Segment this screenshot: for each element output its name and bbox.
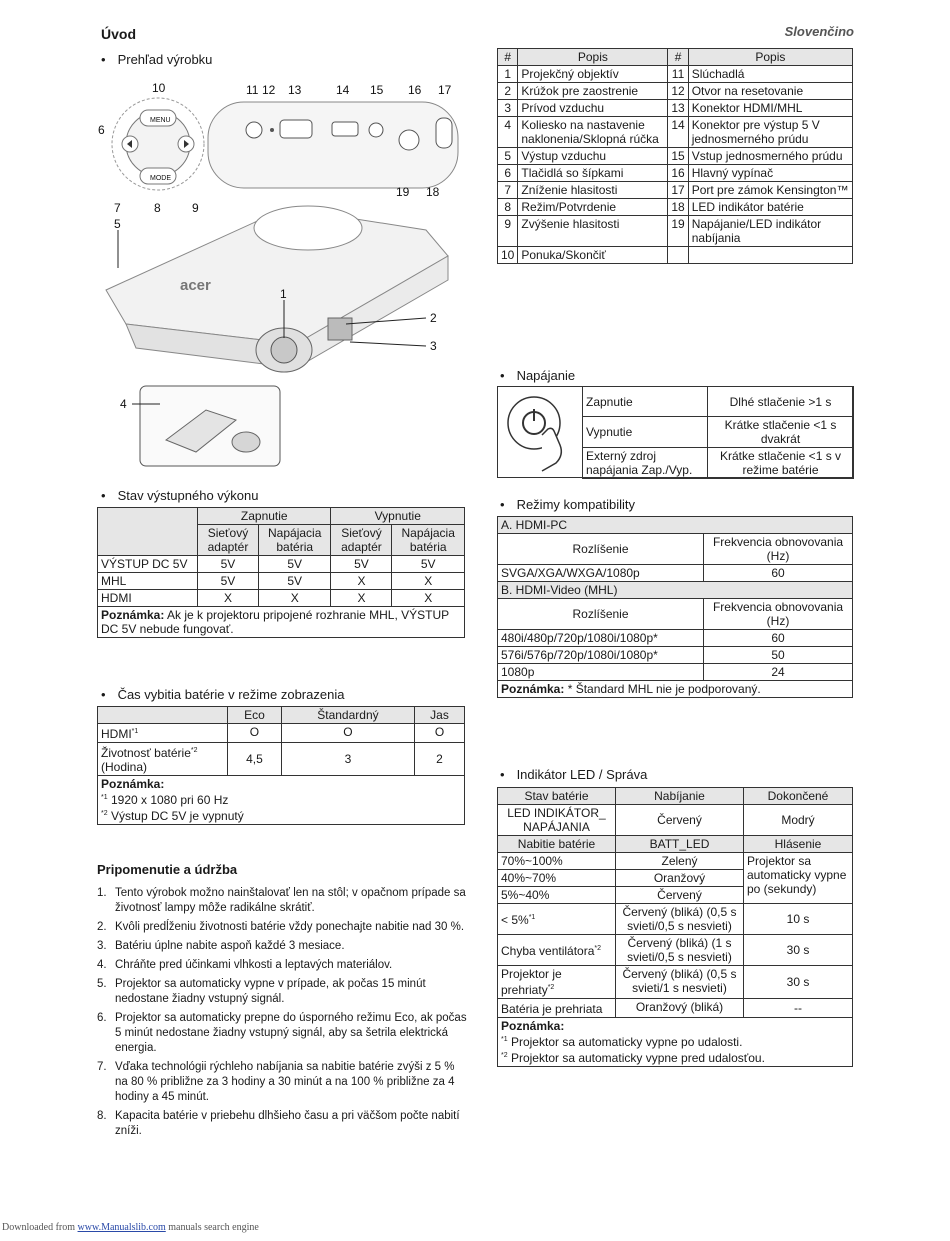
compat-table: A. HDMI-PC Rozlíšenie Frekvencia obnovovania (Hz) SVGA/XGA/WXGA/1080p 60 B. HDMI-Video (MHL) Rozlíšenie Frekvencia obnovovania (Hz) 480i/480p/720p/1080i/1080p* 60 576i/576p/720p/1080i/1080p* 50 1080p 24 Poznámka: * Štandard MHL nie je podporovaný. — [497, 516, 853, 698]
output-note: Poznámka: Ak je k projektoru pripojené rozhranie MHL, VÝSTUP DC 5V nebude fungovať. — [98, 607, 465, 638]
power-action: Vypnutie — [583, 417, 708, 448]
svg-text:5: 5 — [114, 217, 121, 231]
svg-text:17: 17 — [438, 83, 452, 97]
event-label: Projektor je prehriaty$^{*2}$ — [498, 966, 616, 999]
overview-heading: • Prehľad výrobku — [101, 52, 212, 67]
event-label: Batéria je prehriata — [498, 999, 616, 1018]
list-item: 3. Batériu úplne nabite aspoň každé 3 mesiace. — [97, 940, 345, 952]
table-cell: 18 — [668, 199, 688, 216]
table-cell: 1 — [498, 66, 518, 83]
table-cell: 15 — [668, 148, 688, 165]
svg-text:9: 9 — [192, 201, 199, 215]
row-hdmi: HDMI$^{*1}$ — [98, 724, 228, 743]
svg-text:13: 13 — [288, 83, 302, 97]
table-row — [98, 590, 465, 607]
list-item: 2. Kvôli predĺženiu životnosti batérie vždy ponechajte nabitie nad 30 %. — [97, 921, 465, 933]
table-cell: 11 — [668, 66, 688, 83]
list-item: 4. Chráňte pred účinkami vlhkosti a leptavých materiálov. — [97, 959, 393, 971]
resolution-cell: 576i/576p/720p/1080i/1080p* — [498, 647, 704, 664]
table-cell: Prívod vzduchu — [518, 100, 668, 117]
table-row — [498, 247, 853, 264]
maintenance-list — [97, 886, 469, 1143]
resolution-cell: SVGA/XGA/WXGA/1080p — [498, 565, 704, 582]
table-cell: Konektor pre výstup 5 V jednosmerného prúdu — [688, 117, 852, 148]
svg-text:4: 4 — [120, 397, 127, 411]
table-cell: 19 — [668, 216, 688, 247]
event-led: Oranžový (bliká) — [616, 999, 744, 1018]
list-item: 5. Projektor sa automaticky vypne v prípade, ak počas 15 minút nedostane žiadny vstupný signál. — [97, 978, 426, 1005]
table-cell: 5V — [198, 556, 259, 573]
svg-text:1: 1 — [280, 287, 287, 301]
page-title: Úvod — [101, 26, 136, 42]
output-status-table: Zapnutie Vypnutie Sieťový adaptér Napájacia batéria Sieťový adaptér Napájacia batéria VÝSTUP DC 5V 5V 5V 5V 5V MHL 5V 5V X X HDMI X X X X Poznámka: Ak je k projektoru pripojené rozhranie MHL, VÝSTUP DC 5V nebude fungovať. — [97, 507, 465, 638]
power-action: Externý zdroj napájania Zap./Vyp. — [583, 448, 708, 479]
row-battery-life: Životnosť batérie$^{*2}$ (Hodina) — [98, 743, 228, 776]
table-cell: Režim/Potvrdenie — [518, 199, 668, 216]
table-cell: 5V — [258, 556, 331, 573]
table-row — [583, 448, 854, 479]
battery-time-table: Eco Štandardný Jas HDMI$^{*1}$ O O O Životnosť batérie$^{*2}$ (Hodina) 4,5 3 2 Poznámka: $^{*1}$ 1920 x 1080 pri 60 Hz $^{*2}$ Výstup DC 5V je vypnutý — [97, 706, 465, 825]
table-cell: 9 — [498, 216, 518, 247]
auto-off-label: Projektor sa automaticky vypne po (sekundy) — [744, 853, 853, 904]
table-cell — [668, 247, 688, 264]
table-cell: 5V — [258, 573, 331, 590]
power-method: Krátke stlačenie <1 s dvakrát — [708, 417, 854, 448]
table-cell: Zníženie hlasitosti — [518, 182, 668, 199]
table-cell: Koliesko na nastavenie naklonenia/Sklopná rúčka — [518, 117, 668, 148]
power-method: Dlhé stlačenie >1 s — [708, 387, 854, 417]
table-row — [498, 664, 853, 681]
table-cell: Hlavný vypínač — [688, 165, 852, 182]
table-cell — [688, 247, 852, 264]
svg-text:19: 19 — [396, 185, 410, 199]
col-desc: Popis — [688, 49, 852, 66]
power-heading: • Napájanie — [500, 368, 575, 383]
table-cell: 5V — [392, 556, 465, 573]
event-label: < 5%$^{*1}$ — [498, 904, 616, 935]
table-cell: Krúžok pre zaostrenie — [518, 83, 668, 100]
table-cell: Tlačidlá so šípkami — [518, 165, 668, 182]
table-row — [498, 100, 853, 117]
col-num: # — [668, 49, 688, 66]
battery-time-heading: • Čas vybitia batérie v režime zobrazenia — [101, 687, 344, 702]
power-action: Zapnutie — [583, 387, 708, 417]
table-row — [498, 630, 853, 647]
svg-text:16: 16 — [408, 83, 422, 97]
table-cell: 13 — [668, 100, 688, 117]
table-cell: X — [331, 590, 392, 607]
table-cell: 2 — [498, 83, 518, 100]
table-cell: 6 — [498, 165, 518, 182]
power-button-icon — [504, 393, 580, 473]
keypad-inset — [112, 98, 204, 190]
event-led: Červený (bliká) (0,5 s svieti/1 s nesvieti) — [616, 966, 744, 999]
table-cell: Ponuka/Skončiť — [518, 247, 668, 264]
parts-table — [497, 48, 853, 264]
table-cell: X — [331, 573, 392, 590]
col-num: # — [498, 49, 518, 66]
event-time: -- — [744, 999, 853, 1018]
power-table — [582, 386, 854, 479]
section-a: A. HDMI-PC — [498, 517, 853, 534]
output-status-heading: • Stav výstupného výkonu — [101, 488, 258, 503]
table-row — [498, 165, 853, 182]
table-cell: Port pre zámok Kensington™ — [688, 182, 852, 199]
event-label: Chyba ventilátora$^{*2}$ — [498, 935, 616, 966]
table-row — [498, 66, 853, 83]
svg-text:7: 7 — [114, 201, 121, 215]
svg-text:acer: acer — [180, 277, 211, 294]
table-row — [498, 966, 853, 999]
table-row — [583, 387, 854, 417]
frequency-cell: 24 — [704, 664, 853, 681]
table-cell: Slúchadlá — [688, 66, 852, 83]
table-row — [498, 148, 853, 165]
svg-text:MODE: MODE — [150, 175, 171, 182]
frequency-cell: 50 — [704, 647, 853, 664]
table-cell: Konektor HDMI/MHL — [688, 100, 852, 117]
table-row — [498, 904, 853, 935]
table-cell: 16 — [668, 165, 688, 182]
list-item: 7. Vďaka technológii rýchleho nabíjania sa nabitie batérie zvýši z 5 % na 80 % približne za 3 hodiny a 30 minút a na 100 % približne za 4 hodiny a 45 minút. — [97, 1061, 455, 1103]
table-cell: LED indikátor batérie — [688, 199, 852, 216]
table-cell: 12 — [668, 83, 688, 100]
manualslib-link[interactable]: www.Manualslib.com — [77, 1222, 166, 1233]
table-cell: Projekčný objektív — [518, 66, 668, 83]
group-on: Zapnutie — [198, 508, 331, 525]
table-row — [498, 647, 853, 664]
svg-text:10: 10 — [152, 81, 166, 95]
table-row — [98, 556, 465, 573]
table-row — [98, 573, 465, 590]
table-cell: 3 — [498, 100, 518, 117]
resolution-cell: 480i/480p/720p/1080i/1080p* — [498, 630, 704, 647]
frequency-cell: 60 — [704, 565, 853, 582]
event-time: 10 s — [744, 904, 853, 935]
led-heading: • Indikátor LED / Správa — [500, 767, 647, 782]
table-row — [498, 117, 853, 148]
product-diagram — [96, 80, 468, 472]
compat-note: Poznámka: * Štandard MHL nie je podporovaný. — [498, 681, 853, 698]
table-cell: 14 — [668, 117, 688, 148]
table-row — [583, 417, 854, 448]
table-cell: MHL — [98, 573, 198, 590]
compat-heading: • Režimy kompatibility — [500, 497, 635, 512]
rear-panel-inset — [208, 102, 458, 188]
section-b: B. HDMI-Video (MHL) — [498, 582, 853, 599]
power-method: Krátke stlačenie <1 s v režime batérie — [708, 448, 854, 479]
resolution-cell: 1080p — [498, 664, 704, 681]
table-cell: X — [198, 590, 259, 607]
table-cell: 7 — [498, 182, 518, 199]
table-cell: X — [392, 590, 465, 607]
table-row — [498, 199, 853, 216]
led-table: Stav batérie Nabíjanie Dokončené LED INDIKÁTOR_ NAPÁJANIA Červený Modrý Nabitie batérie BATT_LED Hlásenie 70%~100% Zelený Projektor sa automaticky vypne po (sekundy) 40%~70% Oranžový 5%~40% Červený < 5%$^{*1}$ Červený (bliká) (0,5 s svieti/0,5 s nesvieti) 10 s Chyba ventilátora$^{*2}$ Červený (bliká) (1 s svieti/0,5 s nesvieti) 30 s Projektor je prehriaty$^{*2}$ Červený (bliká) (0,5 s svieti/1 s nesvieti) 30 s Batéria je prehriata Oranžový (bliká) -- Poznámka: $^{*1}$ Projektor sa automaticky vypne po udalosti. $^{*2}$ Projektor sa automaticky vypne pred udalosťou. — [497, 787, 853, 1067]
table-row — [498, 216, 853, 247]
table-cell: 5 — [498, 148, 518, 165]
svg-text:12: 12 — [262, 83, 276, 97]
power-box — [497, 386, 853, 478]
event-led: Červený (bliká) (1 s svieti/0,5 s nesvieti) — [616, 935, 744, 966]
table-row — [498, 565, 853, 582]
table-cell: Napájanie/LED indikátor nabíjania — [688, 216, 852, 247]
table-cell: 10 — [498, 247, 518, 264]
tilt-knob-inset — [140, 386, 280, 466]
table-cell: 5V — [198, 573, 259, 590]
table-cell: Otvor na resetovanie — [688, 83, 852, 100]
svg-text:18: 18 — [426, 185, 440, 199]
svg-text:2: 2 — [430, 311, 437, 325]
battery-note: Poznámka: $^{*1}$ 1920 x 1080 pri 60 Hz $^{*2}$ Výstup DC 5V je vypnutý — [98, 776, 465, 825]
group-off: Vypnutie — [331, 508, 465, 525]
footer: Downloaded from www.Manualslib.com manuals search engine — [2, 1222, 259, 1233]
col-desc: Popis — [518, 49, 668, 66]
table-cell: 5V — [331, 556, 392, 573]
table-cell: Vstup jednosmerného prúdu — [688, 148, 852, 165]
language-label: Slovenčino — [784, 24, 854, 39]
svg-text:3: 3 — [430, 339, 437, 353]
table-row — [498, 999, 853, 1018]
table-row — [498, 935, 853, 966]
maintenance-title: Pripomenutie a údržba — [97, 862, 238, 877]
table-row — [498, 182, 853, 199]
table-cell: Výstup vzduchu — [518, 148, 668, 165]
table-cell: VÝSTUP DC 5V — [98, 556, 198, 573]
table-cell: 4 — [498, 117, 518, 148]
event-time: 30 s — [744, 966, 853, 999]
table-cell: HDMI — [98, 590, 198, 607]
list-item: 8. Kapacita batérie v priebehu dlhšieho času a pri väčšom počte nabití zníži. — [97, 1110, 460, 1137]
table-row — [498, 83, 853, 100]
svg-text:14: 14 — [336, 83, 350, 97]
table-cell: 17 — [668, 182, 688, 199]
list-item: 1. Tento výrobok možno nainštalovať len na stôl; v opačnom prípade sa životnosť lampy môže radikálne skrátiť. — [97, 887, 466, 914]
event-time: 30 s — [744, 935, 853, 966]
event-led: Červený (bliká) (0,5 s svieti/0,5 s nesvieti) — [616, 904, 744, 935]
svg-text:6: 6 — [98, 123, 105, 137]
table-cell: Zvýšenie hlasitosti — [518, 216, 668, 247]
svg-text:8: 8 — [154, 201, 161, 215]
table-cell: X — [258, 590, 331, 607]
led-note: Poznámka: $^{*1}$ Projektor sa automaticky vypne po udalosti. $^{*2}$ Projektor sa automaticky vypne pred udalosťou. — [498, 1018, 853, 1067]
svg-text:11: 11 — [246, 83, 259, 97]
projector-body — [106, 206, 448, 372]
list-item: 6. Projektor sa automaticky prepne do úsporného režimu Eco, ak počas 5 minút nedostane žiadny vstupný signál, aby sa šetrila elektrická energia. — [97, 1012, 467, 1054]
svg-text:15: 15 — [370, 83, 384, 97]
frequency-cell: 60 — [704, 630, 853, 647]
svg-text:MENU: MENU — [150, 117, 171, 124]
table-cell: X — [392, 573, 465, 590]
table-cell: 8 — [498, 199, 518, 216]
